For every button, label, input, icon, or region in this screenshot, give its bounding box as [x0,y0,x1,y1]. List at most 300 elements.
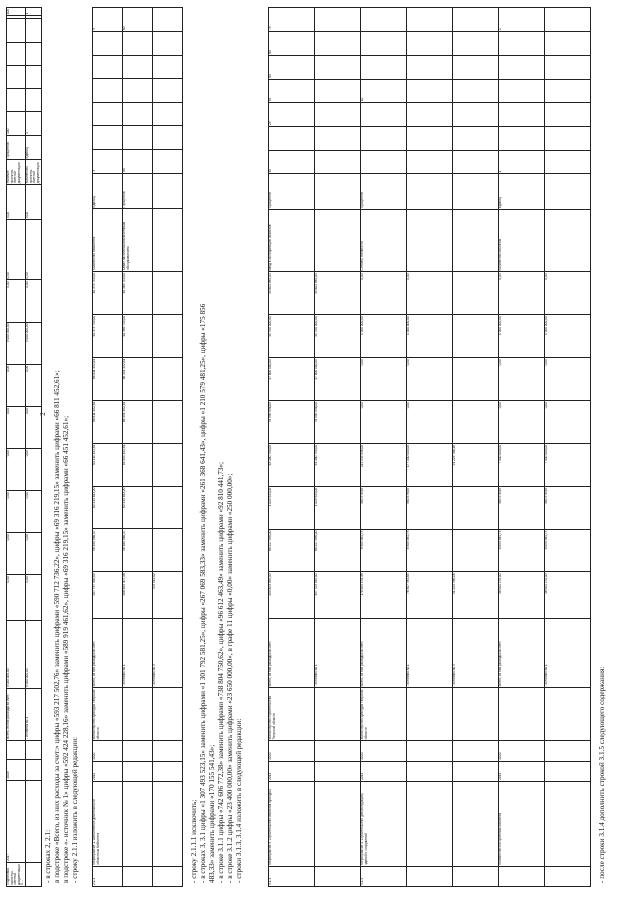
table-cell [153,272,183,315]
table-cell: Всего, из них расходы за счет: [361,619,407,688]
table-cell [93,126,123,150]
table-cell: 78 307 784,64 [407,572,453,619]
table-cell: 0,00 [499,401,545,444]
table-cell [453,55,499,79]
table-cell [453,103,499,127]
table-cell [7,65,26,88]
table-cell: 0,00 [361,272,407,315]
table-cell: 63 180 790,00 [269,443,315,486]
table-row [153,8,183,887]
table-cell [407,127,453,151]
table-cell [453,688,499,741]
table-cell: 497 723 395,00 [315,572,361,619]
table-cell: 2018 [7,760,26,780]
table-cell [153,314,183,357]
table-cell: 499 823 395,00 [269,572,315,619]
table-cell [25,65,41,88]
table-cell: 60 [123,8,153,32]
table-cell: 0,00 [7,220,26,280]
table-cell: 47 800 000,00 [269,358,315,401]
table-cell: 91 223 786,16 [453,572,499,619]
table-row [93,8,123,887]
table-cell [361,8,407,32]
table-cell [453,866,499,886]
table-cell: 0,00 [407,272,453,315]
table-cell [153,866,183,886]
table-cell: 703 514,62 [153,572,183,619]
table-cell [315,8,361,32]
table-cell [453,401,499,444]
table-row [453,8,499,887]
table-cell: 960 578,65 [499,486,545,529]
table-cell [453,781,499,866]
table-cell [407,150,453,174]
table-row [315,8,361,887]
table-cell: Степень готовности [361,210,407,272]
table-cell: Всего, из них расходы за счет: [93,619,123,688]
table-cell [153,357,183,400]
table-cell: 100 [7,8,26,16]
table-cell [315,103,361,127]
table-cell [123,741,153,761]
table-cell [315,210,361,272]
table-row [123,8,153,887]
text-line: - строку 2.1.1 изложить в следующей редакции: [71,736,79,883]
top-table [6,7,42,887]
middle-table [92,7,183,887]
table-cell [153,173,183,209]
table-cell: Количество построенных объектов [499,781,545,866]
table-cell: 49 700 000,00 [315,315,361,358]
text-line: 483,33» заменить цифрами «170 155 541,43»; [208,744,216,883]
table-cell [93,31,123,55]
text-line: - после строки 3.1.4 дополнить строкой 3.1.5 следующего содержания: [598,666,606,883]
table-cell [25,740,41,760]
table-cell: 2020 [269,741,315,761]
text-line: - строку 2.1.1.1 исключить; [190,799,198,883]
table-cell: - источник № 1 [123,619,153,688]
table-cell: Всего, из них расходы за счет: [269,619,315,688]
table-cell: 2014 [361,761,407,781]
table-cell: Наличие проектно-сметной документации [7,160,26,185]
table-cell: 1 [25,8,41,16]
table-cell [361,55,407,79]
text-line: в подстроке «- источник № 1» цифры «592 424 228,16» заменить цифрами «589 919 461,62», цифры «69 316 219,15» заменить цифрами «66 451 452,61»; [62,415,70,883]
table-cell [407,741,453,761]
table-cell [93,55,123,79]
table-cell [7,16,26,19]
table-cell [123,761,153,781]
table-cell [7,19,26,42]
table-cell [545,79,591,103]
table-cell [153,79,183,103]
table-cell: 62 365 719,00 [123,272,153,315]
table-cell: 507 797 390,69 [93,572,123,619]
table-cell [153,688,183,741]
table-cell: Охват населения библиотечным обслуживанием [123,209,153,272]
table-cell: 49 700 000,00 [269,315,315,358]
table-cell [545,150,591,174]
table-cell: Количество проектно-сметной документации [25,160,41,185]
table-cell [453,315,499,358]
table-cell [407,688,453,741]
table-cell [153,781,183,866]
table-cell: 3 [93,8,123,32]
table-cell [7,740,26,760]
table-cell: 45 [269,79,315,103]
table-cell: 62 365 719,00 [123,314,153,357]
table-cell: Мероприятие 3. Строительство объектов культуры [269,781,315,866]
table-cell [123,866,153,886]
table-cell [545,55,591,79]
table-cell [453,358,499,401]
table-cell [25,89,41,112]
table-cell: 62 414 643,20 [93,486,123,529]
table-cell [153,8,183,32]
table-cell: 0,00 [361,358,407,401]
table-cell: Всего, из них расходы за счет: [499,619,545,688]
table-cell: 60 [123,149,153,173]
table-cell: 0,00 [25,575,41,621]
table-cell [499,127,545,151]
table-cell [545,8,591,32]
table-cell: - источник № 1 [407,619,453,688]
table-cell [153,31,183,55]
table-cell: 8 905 961,73 [361,529,407,572]
table-cell [453,741,499,761]
table-cell [453,272,499,315]
table-cell: Министерство культуры Тверской области [361,688,407,741]
table-cell: 65 [269,55,315,79]
table-cell: 75 [269,8,315,32]
table-cell: 0,00 [545,272,591,315]
table-cell [545,31,591,55]
table-cell [153,55,183,79]
table-cell [153,761,183,781]
table-cell [453,8,499,32]
table-cell [153,126,183,150]
table-cell: Всего, из них расходы за счет: [7,689,26,741]
text-line: - в строках 2, 2.1: [44,829,52,883]
table-cell: 0,00 [25,364,41,406]
table-cell: 40 [269,150,315,174]
table-cell [499,688,545,741]
table-cell [25,780,41,863]
table-cell [153,529,183,572]
table-cell: 66 217 956,00 [315,529,361,572]
text-line: - в строках 3, 3.1 цифры «1 307 493 523,15» заменить цифрами «1 301 792 581,25», цифры «267 069 583,33» заменить цифрами «261 368 641,43», цифры «1 210 579 481,25», цифры «175 856 [199,303,207,883]
bottom-table [268,7,591,887]
table-cell: 0,00 [25,491,41,533]
table-cell [153,400,183,443]
table-cell: 0,00 [25,280,41,322]
table-cell: 0,00 [25,449,41,491]
table-cell [123,31,153,55]
text-line: - строки 3.1.3, 3.1.4 изложить в следующей редакции: [235,718,243,883]
table-cell: 3 [93,149,123,173]
table-cell: 1 [25,112,41,136]
table-cell: 0,00 [7,533,26,575]
table-cell [25,760,41,780]
table-cell [315,31,361,55]
table-cell [499,31,545,55]
table-cell: - источник № 3 [453,619,499,688]
table-cell: Министерство строительства Тверской области [269,688,315,741]
text-line: - в строке 3.1.2 цифры «23 400 000,00» заменить цифрами «23 650 000,00», в графе 11 цифры «0,00» заменить цифрами «250 000,00»; [226,473,234,883]
table-cell [153,102,183,126]
table-cell: 0,00 [7,406,26,448]
table-cell: 0,00 [361,401,407,444]
table-cell [453,210,499,272]
table-cell: 16 001 270,00 [499,572,545,619]
table-cell [123,688,153,741]
table-cell [93,102,123,126]
table-cell: 66 451 452,61 [123,357,153,400]
table-cell [545,781,591,866]
table-cell: 7 000 000,00 [499,443,545,486]
table-cell: 5 000 000,00 [25,322,41,364]
table-cell [315,79,361,103]
table-cell [153,443,183,486]
table-cell: 0,00 [7,491,26,533]
table-cell [453,486,499,529]
table-cell: Мероприятие 1. Обеспечение деятельности областных библиотек [93,781,123,866]
table-cell [25,19,41,42]
table-cell [453,761,499,781]
table-cell [545,103,591,127]
table-cell [545,688,591,741]
table-cell [123,102,153,126]
table-cell [153,149,183,173]
table-cell: 49 801 985,00 [315,272,361,315]
table-cell: Процентов [361,174,407,210]
table-cell: 0,00 [7,280,26,322]
table-cell [407,31,453,55]
table-cell: 2014 [269,761,315,781]
table-cell: 8 055 981,73 [499,529,545,572]
table-cell [361,31,407,55]
table-cell: 3.1.4 [361,866,407,886]
table-cell: 80 [269,31,315,55]
table-cell [361,103,407,127]
table-cell: 960 578,65 [361,486,407,529]
table-cell: 64 451 452,61 [123,443,153,486]
table-cell [453,529,499,572]
table-cell: 64 411 452,61 [93,443,123,486]
table-cell: 78 950 996,00 [315,401,361,444]
table-cell: 177 000 000,00 [407,443,453,486]
table-cell: Единиц [499,174,545,210]
table-cell: 178 504 478,38 [361,572,407,619]
table-cell: 8 055 981,73 [545,529,591,572]
table-row [545,8,591,887]
table-cell: 0,00 [545,401,591,444]
table-cell: 2.1.1 [93,866,123,886]
table-cell [315,150,361,174]
table-cell: 62 373 719,00 [93,314,123,357]
table-cell: - источник № 3 [153,619,183,688]
table-cell: 506 854 307,46 [123,572,153,619]
table-cell [545,866,591,886]
table-cell: Подготовка проектно-сметной документации и ... [6,864,25,885]
table-cell [407,103,453,127]
table-row [499,8,545,887]
table-cell: 58 190 366,47 [93,529,123,572]
table-cell [123,55,153,79]
table-cell: 3.1.3 [269,866,315,886]
table-row [25,8,41,887]
table-cell: 7 000 000,00 [545,443,591,486]
text-line: - в строке 3.1.1 цифры «742 606 772,38» заменить цифрами «738 804 750,62», цифры «96 612 463,49» заменить цифрами «92 810 441,73»; [217,461,225,883]
table-cell [545,210,591,272]
table-cell: Процентов [269,174,315,210]
table-cell: 61 180 790,00 [315,443,361,486]
table-cell [315,866,361,886]
table-cell: 62 375 719,00 [93,272,123,315]
table-cell [315,761,361,781]
table-row [361,8,407,887]
table-cell: Ввод в эксплуатацию объектов [269,210,315,272]
table-cell [315,127,361,151]
table-cell [25,863,41,887]
table-cell: 1 023 924,00 [315,486,361,529]
table-cell [153,486,183,529]
table-cell [499,79,545,103]
table-cell [25,16,41,19]
table-cell: 91 223 786,16 [453,443,499,486]
table-cell [361,127,407,151]
table-cell [407,55,453,79]
table-cell [407,79,453,103]
table-cell [153,741,183,761]
table-cell [545,174,591,210]
table-cell: 2014 [499,761,545,781]
table-cell: 1 000 000,00 [407,315,453,358]
table-cell [123,126,153,150]
table-cell: 1 000 000,00 [545,315,591,358]
table-cell: 213 943 936,00 [361,443,407,486]
table-cell: 0,00 [407,401,453,444]
table-cell: 2020 [93,741,123,761]
table-cell: Министерство культуры Тверской области [93,688,123,741]
table-cell: 10 [361,79,407,103]
table-cell: - источник № 1 [25,689,41,741]
table-cell [407,174,453,210]
table-cell: 0,00 [25,185,41,220]
table-cell [315,174,361,210]
table-cell: 1 023 924,00 [269,486,315,529]
table-cell [545,741,591,761]
table-row [407,8,453,887]
table-cell: Количество объектов [499,210,545,272]
table-cell: 1 [499,8,545,32]
table-cell: Единиц [25,135,41,160]
table-cell: 0,00 [545,358,591,401]
table-cell: Мероприятие 4. Строительство (реконструкция) зданий и сооружений [361,781,407,866]
table-cell: 8 905 961,73 [407,529,453,572]
table-cell: - источник № 1 [315,619,361,688]
table-cell [315,741,361,761]
table-cell: Процентов [123,173,153,209]
table-cell: 78 950 996,00 [269,401,315,444]
table-cell [153,209,183,272]
table-cell: 0,00 [499,272,545,315]
table-cell [361,150,407,174]
table-cell: 0,00 [25,220,41,280]
table-cell: 0,00 [407,358,453,401]
table-cell: 5 000 000,00 [7,322,26,364]
table-cell: 2020 [499,741,545,761]
table-cell [453,174,499,210]
table-cell: 100 [7,112,26,136]
table-cell [453,150,499,174]
table-cell [7,42,26,65]
table-cell [7,89,26,112]
table-cell: 0,00 [7,185,26,220]
table-cell: 16 001 270,00 [545,572,591,619]
table-cell [407,8,453,32]
table-cell: Количество библиотек [93,209,123,272]
table-cell [499,866,545,886]
table-cell: 66 811 452,61 [93,400,123,443]
table-cell [453,127,499,151]
table-cell [545,127,591,151]
table-cell [315,781,361,866]
table-cell: 0,00 [7,364,26,406]
table-cell [123,79,153,103]
table-cell [453,31,499,55]
table-cell [499,103,545,127]
table-cell: 49 801 985,00 [269,272,315,315]
table-cell [499,55,545,79]
table-cell: 0,00 [7,449,26,491]
table-cell: 0,00 [25,533,41,575]
table-cell [407,210,453,272]
table-cell: 0,00 [25,406,41,448]
table-cell [315,55,361,79]
table-cell: 62 414 643,20 [123,486,153,529]
page-number: 2 [38,412,47,416]
table-cell: - источник № 1 [545,619,591,688]
table-cell: 25 [269,103,315,127]
table-cell [123,781,153,866]
table-cell: 66 451 452,61 [123,400,153,443]
table-cell: 0,00 [7,575,26,621]
table-cell: 66 217 956,00 [269,529,315,572]
table-cell [545,761,591,781]
table-cell: 5 000 000,00 [25,621,41,689]
table-cell: 47 800 000,00 [315,358,361,401]
table-cell: 1 000 000,00 [361,315,407,358]
table-cell: 1 [499,150,545,174]
table-cell: 58 180 366,47 [123,529,153,572]
table-cell: 5 000 000,00 [7,621,26,689]
table-cell [269,127,315,151]
table-cell: 1 000 000,00 [499,315,545,358]
table-cell: Процентов [7,135,26,160]
table-cell [407,781,453,866]
table-cell [453,79,499,103]
table-cell [407,761,453,781]
table-cell: 960 578,65 [407,486,453,529]
table-cell: 0,00 [499,358,545,401]
text-line: в подстроке «Всего, из них расходы за счет:» цифры «593 217 502,76» заменить цифрами «590 712 736,22», цифры «69 316 219,15» заменить цифрами «66 811 452,61»; [53,370,61,883]
table-cell [93,79,123,103]
table-cell [25,42,41,65]
table-cell [315,688,361,741]
table-row [269,8,315,887]
table-cell: 960 578,65 [545,486,591,529]
